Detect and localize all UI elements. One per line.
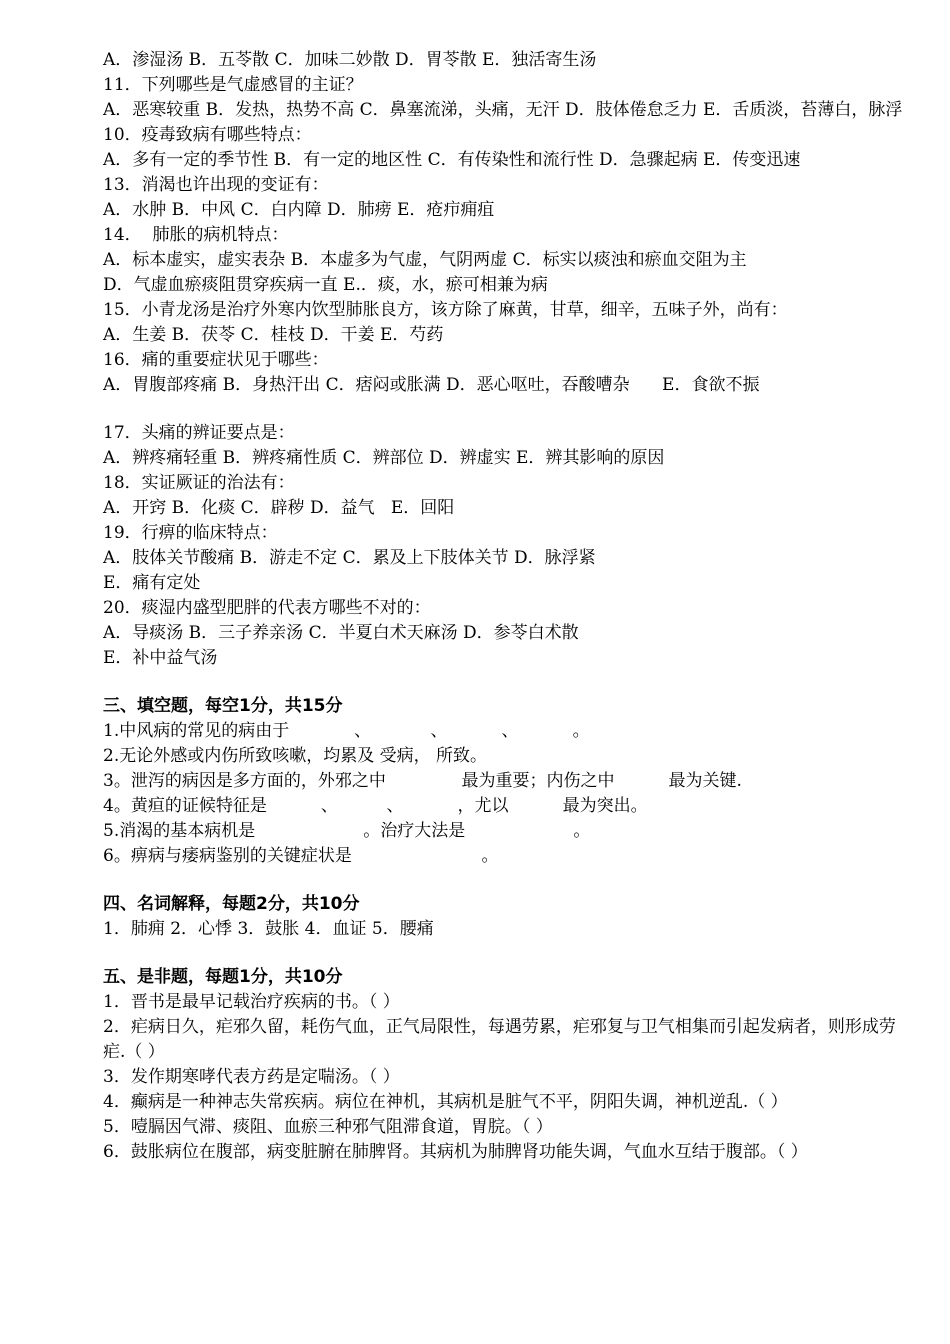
question-line: A．恶寒较重 B．发热，热势不高 C．鼻塞流涕，头痛，无汗 D．肢体倦怠乏力 E．舌质淡，苔薄白，脉浮 — [103, 100, 903, 120]
term-explanation-questions — [103, 917, 903, 942]
term-explanation-section-title: 四、名词解释，每题2分，共10分 — [103, 894, 360, 914]
question-line: A．生姜 B．茯苓 C．桂枝 D．干姜 E．芍药 — [103, 325, 444, 345]
fill-blank-line: 5.消渴的基本病机是 。治疗大法是 。 — [103, 821, 591, 841]
fill-blank-line: 1.中风病的常见的病由于 、 、 、 。 — [103, 721, 590, 741]
question-line: A．标本虚实，虚实表杂 B．本虚多为气虚，气阴两虚 C．标实以痰浊和瘀血交阻为主 — [103, 250, 747, 270]
term-line: 1．肺痈 2．心悸 3．鼓胀 4．血证 5．腰痛 — [103, 919, 434, 939]
question-line: A．水肿 B．中风 C．白内障 D．肺痨 E．疮疖痈疽 — [103, 200, 495, 220]
true-false-section-title: 五、是非题，每题1分，共10分 — [103, 967, 343, 987]
question-line: A．辨疼痛轻重 B．辨疼痛性质 C．辨部位 D．辨虚实 E．辨其影响的原因 — [103, 448, 665, 468]
fill-blank-section-title: 三、填空题，每空1分，共15分 — [103, 696, 343, 716]
question-line: E．痛有定处 — [103, 573, 201, 593]
question-line: A．胃腹部疼痛 B．身热汗出 C．痞闷或胀满 D．恶心呕吐，吞酸嘈杂 E．食欲不振 — [103, 375, 760, 395]
question-line: E．补中益气汤 — [103, 648, 218, 668]
spacer — [103, 398, 903, 421]
fill-blank-line: 2.无论外感或内伤所致咳嗽，均累及 受病， 所致。 — [103, 746, 488, 766]
fill-blank-questions — [103, 719, 903, 869]
question-line: D．气虚血瘀痰阻贯穿疾病一直 E.．痰，水，瘀可相兼为病 — [103, 275, 548, 295]
question-line: A．渗湿汤 B．五苓散 C．加味二妙散 D．胃苓散 E．独活寄生汤 — [103, 50, 597, 70]
question-line: 15．小青龙汤是治疗外寒内饮型肺胀良方，该方除了麻黄，甘草，细辛，五味子外，尚有： — [103, 300, 788, 320]
true-false-line: 4．癫病是一种神志失常疾病。病位在神机，其病机是脏气不平，阴阳失调，神机逆乱.（ ） — [103, 1092, 788, 1112]
true-false-line: 3．发作期寒哮代表方药是定喘汤。（ ） — [103, 1067, 400, 1087]
fill-blank-line: 4。黄疸的证候特征是 、 、 ，尤以 最为突出。 — [103, 796, 648, 816]
multiple-choice-section — [103, 48, 903, 398]
question-line: 14． 肺胀的病机特点： — [103, 225, 289, 245]
question-line: 18．实证厥证的治法有： — [103, 473, 295, 493]
true-false-line: 6．鼓胀病位在腹部，病变脏腑在肺脾肾。其病机为肺脾肾功能失调，气血水互结于腹部。（ ） — [103, 1142, 808, 1162]
question-line: 20．痰湿内盛型肥胖的代表方哪些不对的： — [103, 598, 431, 618]
question-line: A．导痰汤 B．三子养亲汤 C．半夏白术天麻汤 D．参苓白术散 — [103, 623, 579, 643]
spacer — [103, 869, 903, 892]
question-line: A．开窍 B．化痰 C．辟秽 D．益气 E．回阳 — [103, 498, 455, 518]
question-line: 10．疫毒致病有哪些特点： — [103, 125, 312, 145]
true-false-questions — [103, 990, 903, 1165]
multiple-choice-section-continued — [103, 421, 903, 671]
exam-page — [103, 48, 903, 1165]
fill-blank-line: 6。痹病与痿病鉴别的关键症状是 。 — [103, 846, 499, 866]
question-line: A．多有一定的季节性 B．有一定的地区性 C．有传染性和流行性 D．急骤起病 E．传变迅速 — [103, 150, 801, 170]
true-false-line: 5．噎膈因气滞、痰阻、血瘀三种邪气阻滞食道，胃脘。（ ） — [103, 1117, 553, 1137]
question-line: A．肢体关节酸痛 B．游走不定 C．累及上下肢体关节 D．脉浮紧 — [103, 548, 596, 568]
spacer — [103, 671, 903, 694]
true-false-line: 1．晋书是最早记载治疗疾病的书。（ ） — [103, 992, 400, 1012]
question-line: 11．下列哪些是气虚感冒的主证？ — [103, 75, 363, 95]
question-line: 13．消渴也许出现的变证有： — [103, 175, 329, 195]
question-line: 16．痛的重要症状见于哪些： — [103, 350, 329, 370]
question-line: 17．头痛的辨证要点是： — [103, 423, 295, 443]
question-line: 19．行痹的临床特点： — [103, 523, 278, 543]
fill-blank-line: 3。泄泻的病因是多方面的，外邪之中 最为重要；内伤之中 最为关键. — [103, 771, 742, 791]
true-false-line: 2．疟病日久，疟邪久留，耗伤气血，正气局限性，每遇劳累，疟邪复与卫气相集而引起发病者，则形成劳疟.（ ） — [103, 1017, 896, 1062]
spacer — [103, 942, 903, 965]
